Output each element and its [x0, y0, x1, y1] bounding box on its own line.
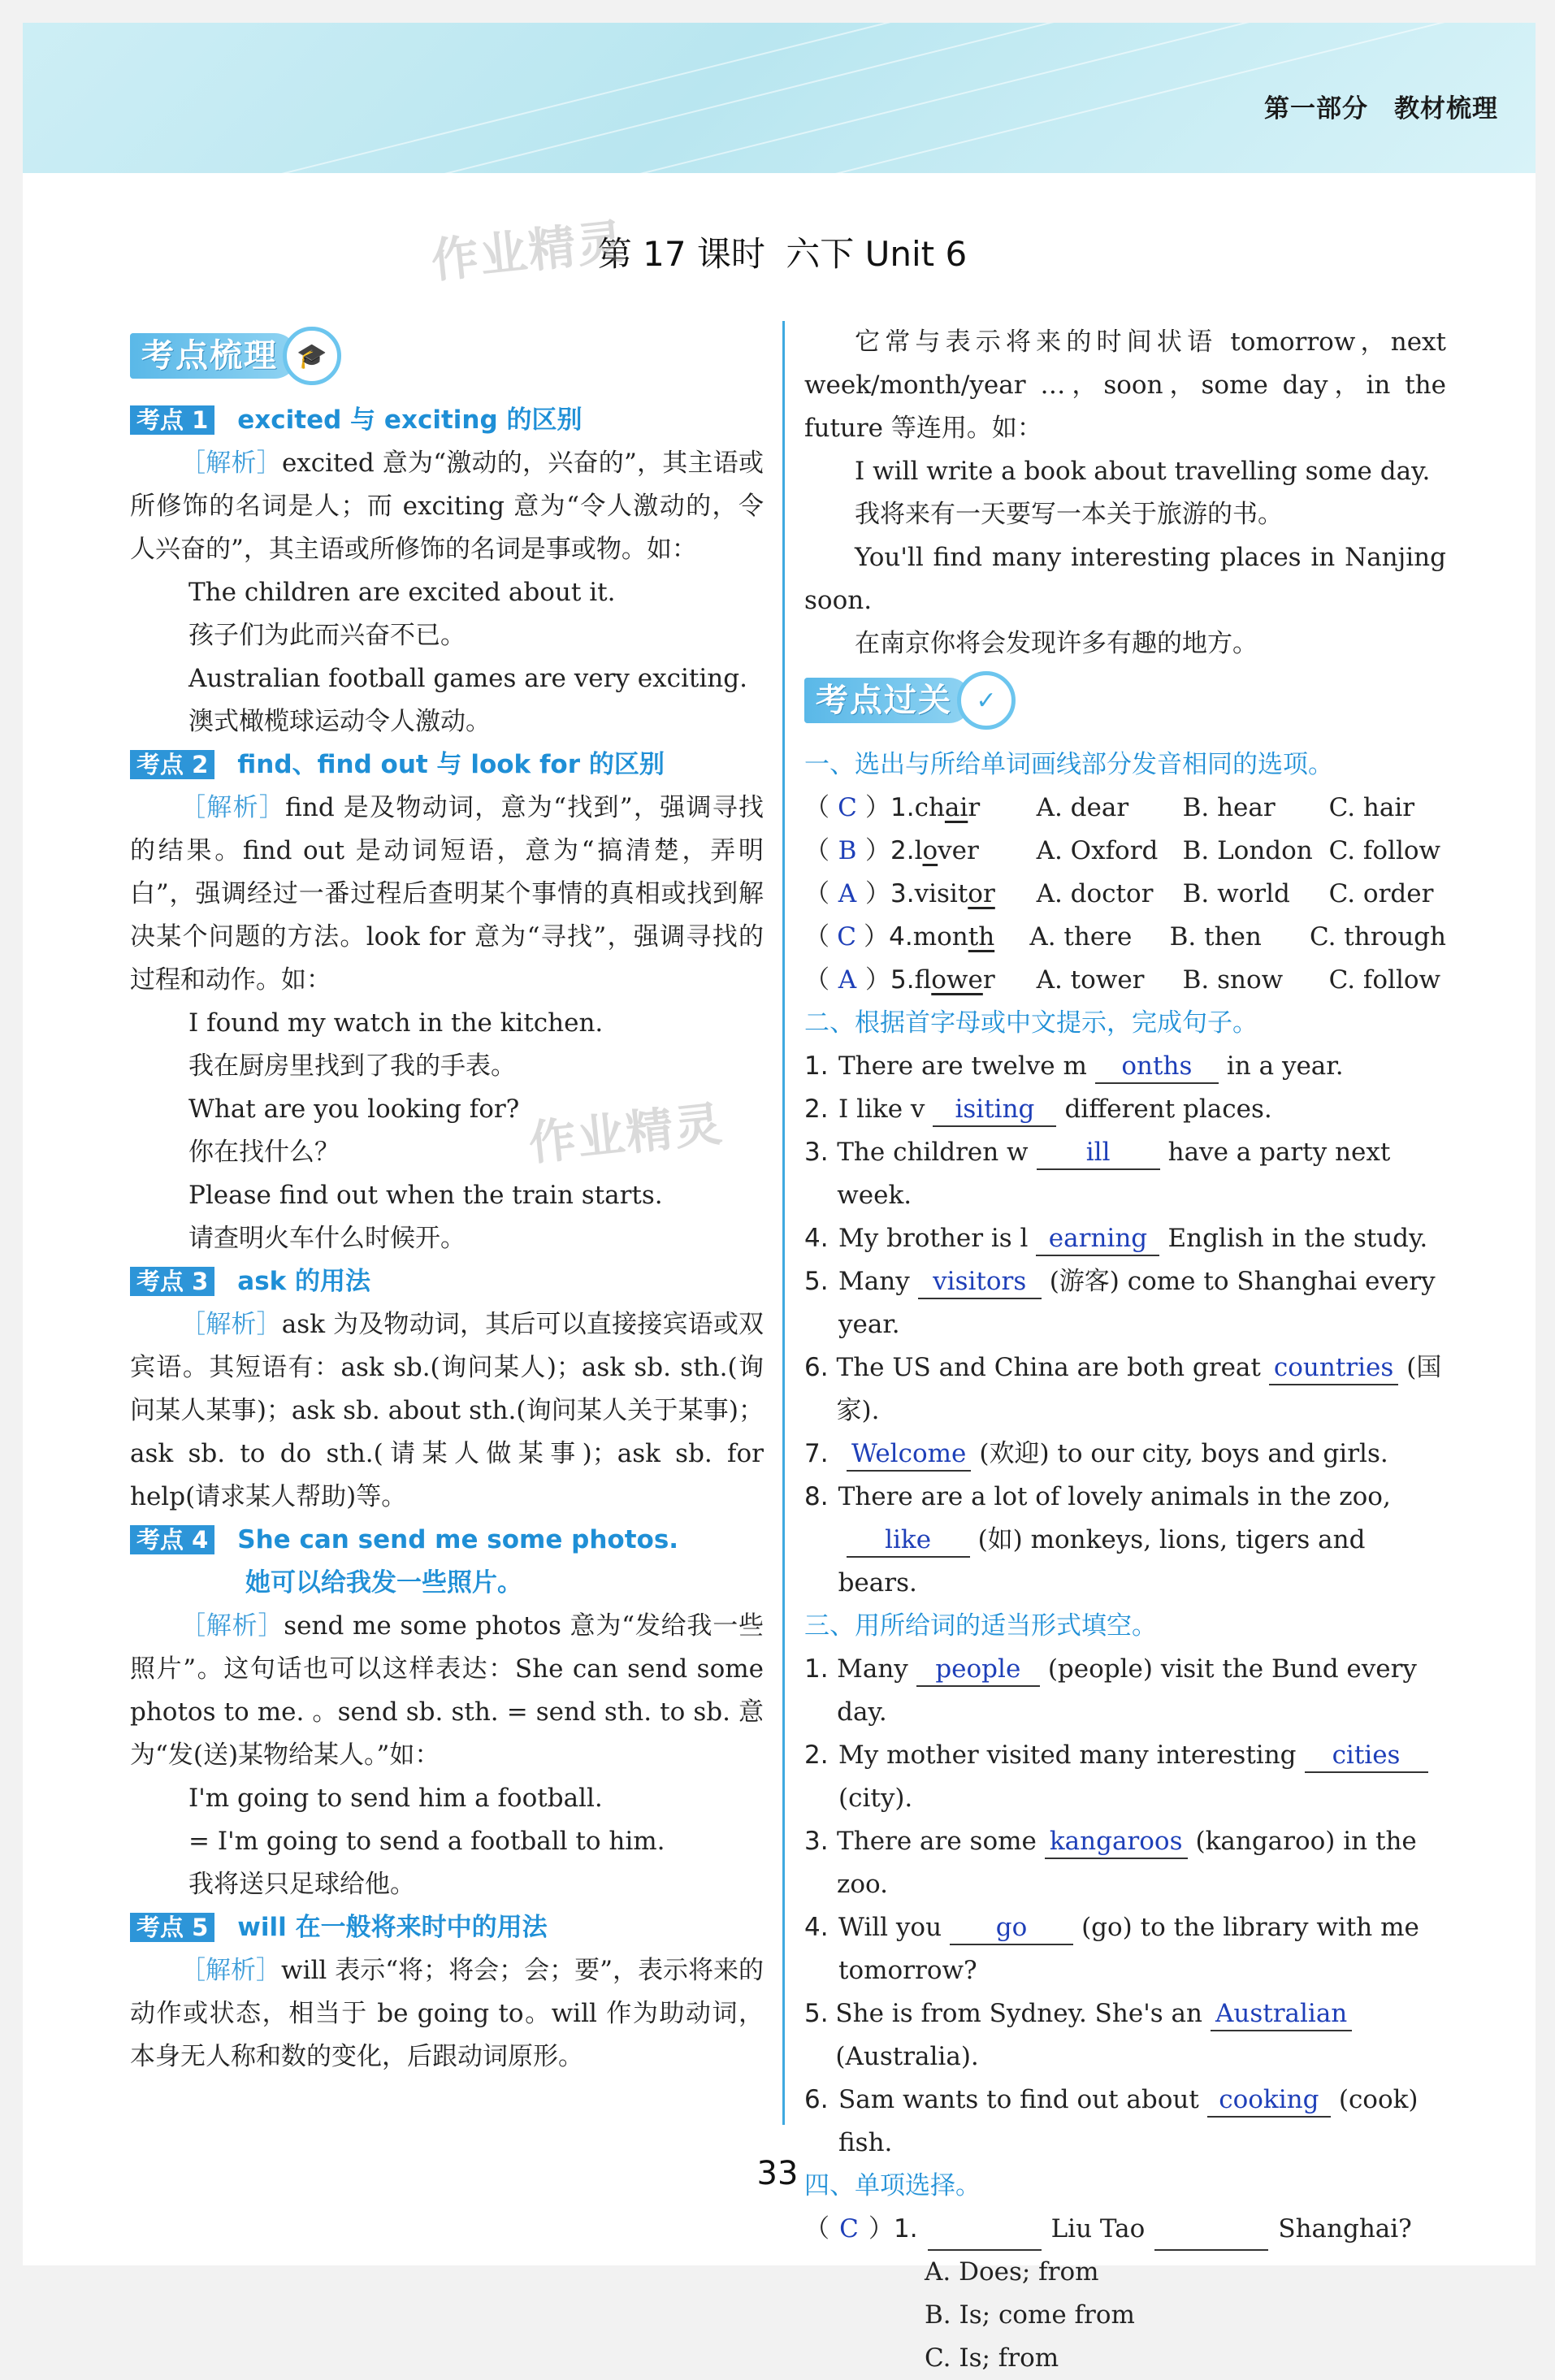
point-tag: 考点 2: [130, 750, 214, 779]
fill-item: [804, 1131, 1446, 1217]
unit-label: 六下 Unit 6: [786, 234, 968, 274]
item-number: 8.: [804, 1482, 829, 1511]
item-text: [838, 1045, 1344, 1088]
analysis-label: ［ 解析 ］: [180, 1611, 284, 1641]
answer-mark: B: [838, 836, 857, 865]
sentence-start: There are twelve m: [838, 1051, 1087, 1081]
choice-question: （ C ） 1. Liu Tao Shanghai?: [804, 2208, 1446, 2251]
sentence-end: (国家).: [836, 1353, 1442, 1425]
section-heading-kaodian: [130, 324, 764, 388]
page-number: 33: [756, 2155, 799, 2192]
point-title: find、find out 与 look for 的区别: [237, 750, 665, 779]
sentence-continuation: (city).: [838, 1784, 913, 1813]
item-text: [837, 1131, 1446, 1217]
point-tag: 考点 3: [130, 1267, 214, 1296]
item-text: [838, 1260, 1436, 1303]
point-heading: [130, 743, 764, 787]
example-line: 我在厨房里找到了我的手表。: [188, 1051, 516, 1081]
sentence-end: different places.: [1064, 1095, 1272, 1124]
option-a[interactable]: A. there: [1029, 922, 1133, 952]
pronunciation-item: [804, 873, 1446, 916]
graduation-cap-icon: 🎓: [283, 327, 341, 385]
sentence-end: (欢迎) to our city, boys and girls.: [979, 1439, 1388, 1468]
pronunciation-item: [804, 959, 1446, 1002]
sentence-start: My mother visited many interesting: [838, 1741, 1297, 1770]
item-text: [838, 1217, 1427, 1260]
item-text: [838, 1433, 1388, 1476]
sentence-start: There are a lot of lovely animals in the zoo,: [838, 1482, 1391, 1511]
sentence-end: (Australia).: [835, 2042, 979, 2071]
answer-blank[interactable]: earning: [1036, 1222, 1159, 1256]
answer-blank[interactable]: isiting: [933, 1093, 1056, 1127]
lesson-label: 第 17 课时: [597, 234, 765, 274]
answer-blank[interactable]: cooking: [1207, 2083, 1331, 2118]
analysis-label: ［ 解析 ］: [180, 1310, 282, 1339]
fill-item: [804, 1088, 1446, 1131]
answer-blank[interactable]: kangaroos: [1045, 1825, 1188, 1859]
exercise-heading: 三、用所给词的适当形式填空。: [804, 1611, 1157, 1641]
point-explanation: ［ 解析 ］ send me some photos 意为“发给我一些照片”。这句话也可以这样表达：She can send some photos to me. 。send sb. sth. = send sth. to sb. 意为“发(送)某物给某人。”如：: [130, 1605, 764, 1777]
sentence-start: Will you: [838, 1913, 942, 1942]
option-b[interactable]: B. hear: [1182, 793, 1276, 822]
item-number: 6.: [804, 2085, 829, 2114]
fill-item: [804, 1217, 1446, 1260]
paren-close: ）: [865, 793, 890, 822]
item-text: [838, 2079, 1419, 2122]
sentence-end: in a year.: [1226, 1051, 1344, 1081]
paren-open: （: [804, 836, 829, 865]
example-line: The children are excited about it.: [188, 578, 616, 607]
option-c[interactable]: C. hair: [1328, 793, 1415, 822]
given-word: month: [912, 922, 995, 952]
option-b[interactable]: B. world: [1182, 879, 1290, 908]
item-text: [838, 1088, 1272, 1131]
item-text: [838, 1734, 1436, 1777]
example-line: I found my watch in the kitchen.: [188, 1008, 604, 1038]
paren-open: （: [804, 793, 829, 822]
exercise-heading: 一、选出与所给单词画线部分发音相同的选项。: [804, 750, 1333, 779]
item-number: 3.: [804, 1138, 829, 1167]
item-number: 2.: [804, 1741, 829, 1770]
pronunciation-item: [804, 830, 1446, 873]
option-a[interactable]: A. tower: [1036, 965, 1145, 995]
answer-blank[interactable]: Australian: [1211, 1997, 1352, 2031]
paren-close: ）: [865, 879, 890, 908]
choice-option[interactable]: C. Is; from: [925, 2343, 1059, 2373]
sentence-start: Many: [837, 1654, 908, 1684]
item-number: 3.: [890, 879, 915, 908]
column-divider: [782, 321, 785, 2125]
item-number: 5.: [804, 1999, 829, 2028]
item-number: 5.: [804, 1267, 829, 1296]
pronunciation-item: [804, 916, 1446, 959]
example-line: 请查明火车什么时候开。: [188, 1224, 466, 1253]
answer-blank[interactable]: Welcome: [847, 1437, 971, 1472]
fill-item: [804, 1906, 1446, 1949]
fill-item: [804, 1260, 1446, 1303]
point-explanation: ［ 解析 ］ excited 意为“激动的，兴奋的”，其主语或所修饰的名词是人；而 exciting 意为“令人激动的，令人兴奋的”，其主语或所修饰的名词是事或物。如：: [130, 442, 764, 571]
sentence-start: There are some: [837, 1827, 1037, 1856]
answer-mark: C: [838, 793, 857, 822]
watermark-top: 作业精灵: [428, 213, 629, 289]
item-text: [837, 1648, 1446, 1734]
point-title: ask 的用法: [237, 1267, 371, 1296]
option-a[interactable]: A. Oxford: [1036, 836, 1159, 865]
fill-item: [804, 1433, 1446, 1476]
sentence-start: Many: [838, 1267, 910, 1296]
answer-blank[interactable]: go: [950, 1911, 1073, 1945]
item-number: 4.: [889, 922, 913, 952]
sentence-end: English in the study.: [1167, 1224, 1428, 1253]
example-line: 澳式橄榄球运动令人激动。: [188, 707, 491, 736]
example-line: 在南京你将会发现许多有趣的地方。: [855, 629, 1258, 658]
point-title: She can send me some photos.: [237, 1525, 679, 1554]
point-explanation: ［ 解析 ］ ask 为及物动词，其后可以直接接宾语或双宾语。其短语有：ask sb.(询问某人)；ask sb. sth.(询问某人某事)；ask sb. about sth.(询问某人关于某事)；ask sb. to do sth.(请某人做某事)；ask sb. for help(请求某人帮助)等。: [130, 1303, 764, 1519]
choice-option[interactable]: A. Does; from: [925, 2257, 1099, 2287]
paren-close: ）: [865, 836, 890, 865]
fill-item: [804, 1476, 1446, 1605]
answer-blank[interactable]: people: [916, 1653, 1040, 1687]
exercise-heading: 二、根据首字母或中文提示，完成句子。: [804, 1008, 1258, 1038]
option-c[interactable]: C. through: [1309, 922, 1446, 952]
option-b[interactable]: B. then: [1169, 922, 1262, 952]
example-line: Please find out when the train starts.: [188, 1181, 663, 1210]
item-number: 2.: [890, 836, 915, 865]
example-line: Australian football games are very exciting.: [188, 664, 747, 693]
paren-close: ）: [865, 965, 890, 995]
option-b[interactable]: B. snow: [1182, 965, 1284, 995]
example-line: 你在找什么？: [188, 1138, 340, 1167]
point-explanation: ［ 解析 ］ find 是及物动词，意为“找到”，强调寻找的结果。find out 是动词短语，意为“搞清楚，弄明白”，强调经过一番过程后查明某个事情的真相或找到解决某个问题的方法。look for 意为“寻找”，强调寻找的过程和动作。如：: [130, 787, 764, 1002]
heading-pill: 考点梳理: [130, 333, 297, 379]
given-word: chair: [914, 793, 981, 822]
point-tag: 考点 1: [130, 405, 214, 435]
answer-mark: A: [838, 965, 857, 995]
sentence-start: My brother is l: [838, 1224, 1029, 1253]
example-line: 我将来有一天要写一本关于旅游的书。: [855, 500, 1283, 529]
sentence-end: (kangaroo) in the zoo.: [837, 1827, 1417, 1899]
answer-blank[interactable]: like: [847, 1524, 970, 1558]
exercise-list-forms: [804, 1648, 1446, 2165]
paren-open: （: [804, 879, 829, 908]
choice-option[interactable]: B. Is; come from: [925, 2300, 1135, 2330]
sentence-start: The children w: [837, 1138, 1029, 1167]
example-line: What are you looking for?: [188, 1095, 520, 1124]
example-line: 我将送只足球给他。: [188, 1870, 415, 1899]
item-number: 3.: [804, 1827, 829, 1856]
example-line: I will write a book about travelling some day.: [855, 457, 1431, 486]
item-text: [837, 1820, 1446, 1906]
point-heading: [130, 1906, 764, 1949]
point-heading: [130, 1260, 764, 1303]
answer-mark: A: [838, 879, 857, 908]
left-column: [130, 321, 764, 2079]
right-column: [804, 321, 1446, 2380]
page-title: [0, 228, 1555, 276]
point-heading: [130, 399, 764, 442]
point-title: will 在一般将来时中的用法: [237, 1913, 548, 1942]
answer-mark: C: [839, 2214, 859, 2243]
fill-item: [804, 2079, 1446, 2122]
pronunciation-item: [804, 787, 1446, 830]
continuation-text: 它常与表示将来的时间状语 tomorrow，next week/month/year …，soon，some day，in the future 等连用。如：: [804, 327, 1446, 443]
option-c[interactable]: C. follow: [1328, 836, 1441, 865]
option-b[interactable]: B. London: [1182, 836, 1313, 865]
section-label: 第一部分 教材梳理: [1264, 94, 1498, 124]
sentence-continuation: year.: [838, 1310, 900, 1339]
given-word: visitor: [914, 879, 995, 908]
sentence-end: (people) visit the Bund every day.: [837, 1654, 1417, 1727]
point-tag: 考点 5: [130, 1913, 214, 1942]
item-number: 1.: [804, 1051, 829, 1081]
item-number: 1.: [890, 793, 915, 822]
check-badge-icon: ✓: [957, 671, 1016, 730]
exercise-list-complete: [804, 1045, 1446, 1605]
sentence-end: (游客) come to Shanghai every: [1049, 1267, 1436, 1296]
sentence-end: (go) to the library with me: [1081, 1913, 1419, 1942]
heading-pill: 考点过关: [804, 678, 972, 723]
watermark-middle: 作业精灵: [526, 1095, 726, 1172]
answer-blank[interactable]: cities: [1305, 1739, 1428, 1773]
example-line: You'll find many interesting places in Nanjing soon.: [804, 543, 1446, 615]
sentence-end: (如) monkeys, lions, tigers and bears.: [838, 1525, 1366, 1598]
item-number: 6.: [804, 1353, 829, 1382]
exercise-list-pronunciation: [804, 787, 1446, 1002]
exercise-heading: 四、单项选择。: [804, 2171, 981, 2200]
answer-blank[interactable]: ill: [1037, 1136, 1160, 1170]
point-title-translation: 她可以给我发一些照片。: [245, 1568, 522, 1598]
point-tag: 考点 4: [130, 1525, 214, 1554]
sentence-end: (cook): [1338, 2085, 1419, 2114]
analysis-label: ［ 解析 ］: [180, 793, 285, 822]
fill-item: [804, 1346, 1446, 1433]
point-heading: [130, 1519, 764, 1562]
sentence-start: Sam wants to find out about: [838, 2085, 1199, 2114]
fill-item: [804, 1648, 1446, 1734]
answer-blank[interactable]: countries: [1269, 1351, 1398, 1385]
answer-mark: C: [837, 922, 856, 952]
option-a[interactable]: A. dear: [1036, 793, 1129, 822]
point-explanation: ［ 解析 ］ will 表示“将；将会；会；要”，表示将来的动作或状态，相当于 be going to。will 作为助动词，本身无人称和数的变化，后跟动词原形。: [130, 1949, 764, 2079]
item-text: [838, 1476, 1446, 1605]
fill-item: [804, 1734, 1446, 1777]
section-heading-guoguan: [804, 669, 1446, 732]
example-line: I'm going to send him a football.: [188, 1784, 603, 1813]
item-number: 7.: [804, 1439, 829, 1468]
item-number: 4.: [804, 1224, 829, 1253]
option-a[interactable]: A. doctor: [1036, 879, 1154, 908]
example-line: 孩子们为此而兴奋不已。: [188, 621, 466, 650]
paren-open: （: [804, 965, 829, 995]
item-text: [838, 1906, 1419, 1949]
item-number: 1.: [804, 1654, 829, 1684]
item-number: 5.: [890, 965, 915, 995]
option-c[interactable]: C. follow: [1328, 965, 1441, 995]
fill-item: [804, 1992, 1446, 2079]
sentence-continuation: tomorrow?: [838, 1956, 977, 1985]
item-text: [835, 1992, 1446, 2079]
analysis-label: ［ 解析 ］: [180, 1956, 281, 1985]
sentence-start: She is from Sydney. She's an: [835, 1999, 1202, 2028]
given-word: lover: [914, 836, 979, 865]
given-word: flower: [914, 965, 995, 995]
fill-item: [804, 1045, 1446, 1088]
paren-open: （: [804, 922, 829, 952]
item-text: [837, 1346, 1446, 1433]
item-number: 4.: [804, 1913, 829, 1942]
sentence-start: I like v: [838, 1095, 925, 1124]
sentence-end: have a party next week.: [837, 1138, 1391, 1210]
fill-item: [804, 1820, 1446, 1906]
point-title: excited 与 exciting 的区别: [237, 405, 583, 435]
paren-close: ）: [864, 922, 890, 952]
sentence-start: The US and China are both great: [836, 1353, 1261, 1382]
example-line: = I'm going to send a football to him.: [188, 1827, 665, 1856]
answer-blank[interactable]: visitors: [918, 1265, 1042, 1299]
analysis-label: ［ 解析 ］: [180, 449, 282, 478]
sentence-continuation: fish.: [838, 2128, 893, 2157]
option-c[interactable]: C. order: [1328, 879, 1434, 908]
item-number: 2.: [804, 1095, 829, 1124]
answer-blank[interactable]: onths: [1095, 1050, 1219, 1084]
